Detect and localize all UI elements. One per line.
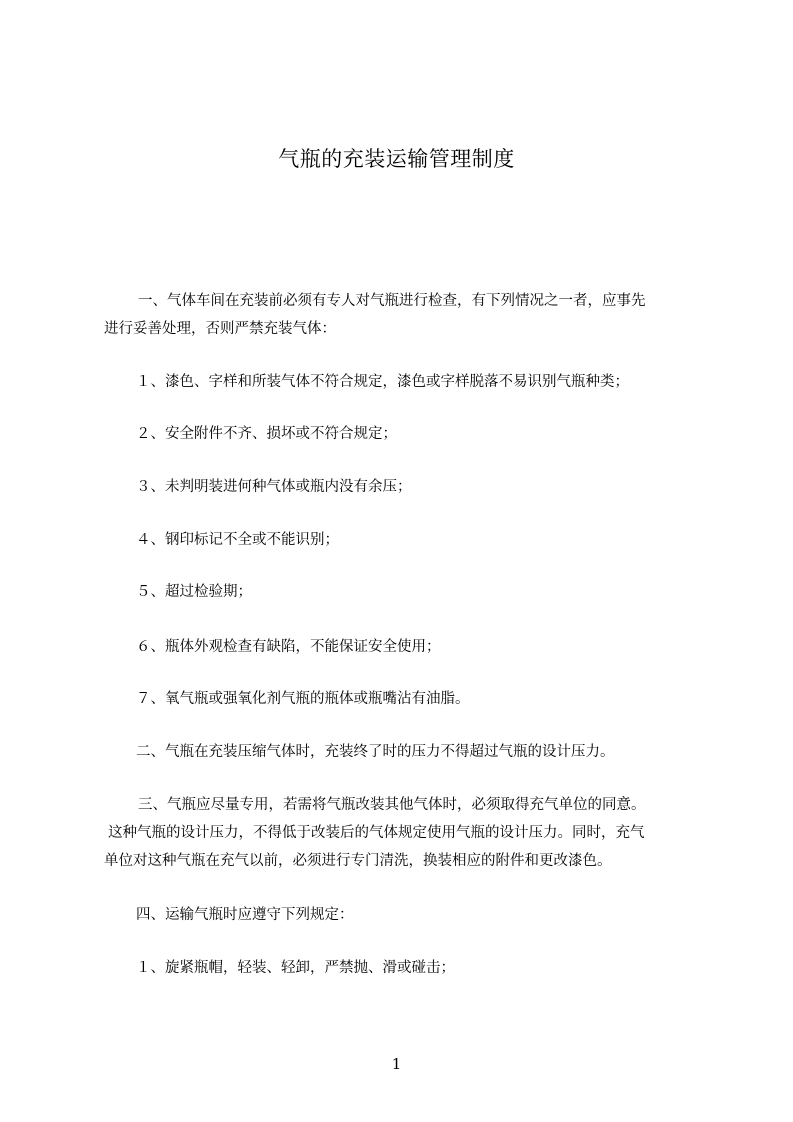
paragraph-1-line-2: 进行妥善处理，否则严禁充装气体： [104,321,336,337]
list-item-6: ６、瓶体外观检查有缺陷，不能保证安全使用； [136,639,441,655]
list-item-1: １、漆色、字样和所装气体不符合规定，漆色或字样脱落不易识别气瓶种类； [136,374,629,390]
list-item-2: ２、安全附件不齐、损坏或不符合规定； [136,426,397,442]
list-item-5: ５、超过检验期； [136,584,252,600]
paragraph-3-line-1: 三、气瓶应尽量专用，若需将气瓶改装其他气体时，必须取得充气单位的同意。 [138,797,646,813]
list-item-3: ３、未判明装进何种气体或瓶内没有余压； [136,479,412,495]
paragraph-1-line-1: 一、气体车间在充装前必须有专人对气瓶进行检查，有下列情况之一者，应事先 [138,293,646,309]
paragraph-3-line-3: 单位对这种气瓶在充气以前，必须进行专门清洗，换装相应的附件和更改漆色。 [104,853,612,869]
paragraph-4-list-item-1: １、旋紧瓶帽，轻装、轻卸，严禁抛、滑或碰击； [136,960,455,976]
list-item-4: ４、钢印标记不全或不能识别； [136,532,339,548]
page-number: 1 [391,1055,402,1073]
paragraph-4: 四、运输气瓶时应遵守下列规定： [136,907,354,923]
document-title: 气瓶的充装运输管理制度 [278,147,515,171]
list-item-7: ７、氧气瓶或强氧化剂气瓶的瓶体或瓶嘴沾有油脂。 [136,691,470,707]
paragraph-3-line-2: 这种气瓶的设计压力，不得低于改装后的气体规定使用气瓶的设计压力。同时，充气 [108,825,645,841]
paragraph-2: 二、气瓶在充装压缩气体时，充装终了时的压力不得超过气瓶的设计压力。 [136,744,615,760]
